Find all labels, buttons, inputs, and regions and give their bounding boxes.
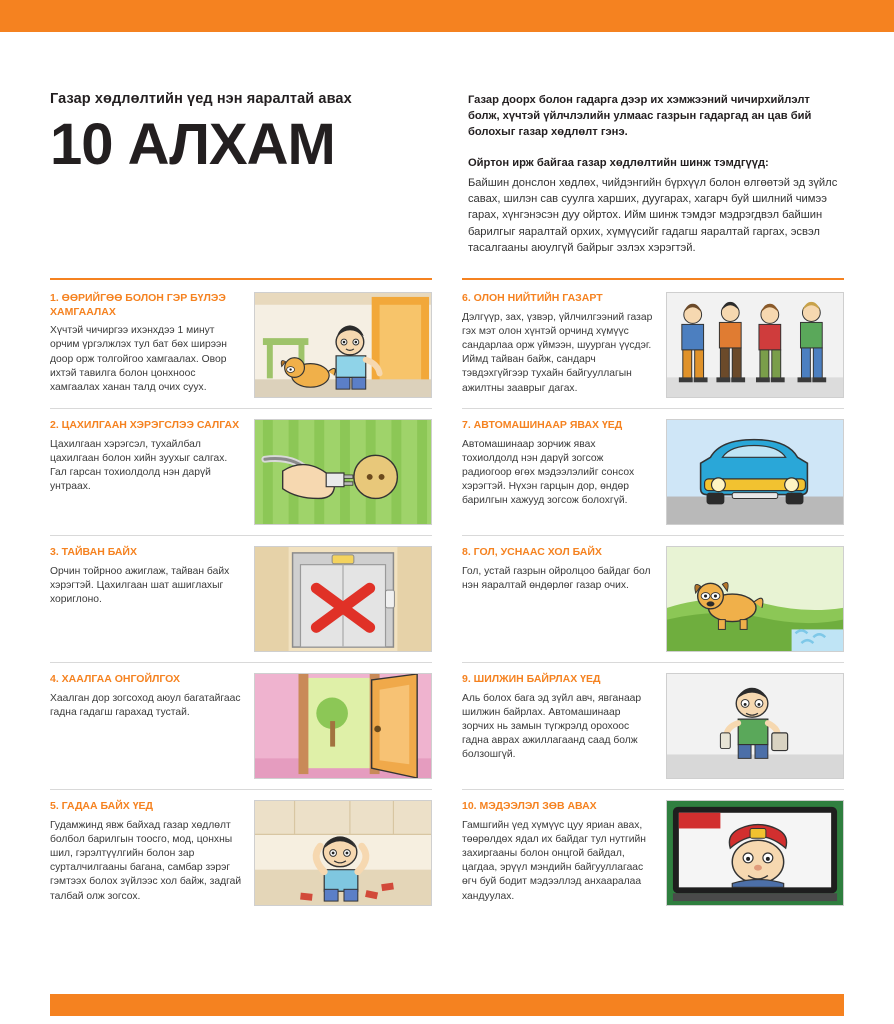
step-body: Цахилгаан хэрэгсэл, тухайлбал цахилгаан болон хийн зуухыг салгах. Гал гарсан тохиолдолд нэн дарүй унтраах. <box>50 438 228 493</box>
step-title: 5. ГАДАА БАЙХ ҮЕД <box>50 800 154 812</box>
step-title: 2. ЦАХИЛГААН ХЭРЭГСЛЭЭ САЛГАХ <box>50 419 240 431</box>
man-walking-with-bag-icon <box>666 673 844 779</box>
step-title: 3. ТАЙВАН БАЙХ <box>50 546 137 558</box>
step-item <box>50 535 432 662</box>
intro-definition: Газар доорх болон гадарга дээр их хэмжээний чичирхийлэлт болж, хүчтэй үйлчлэлийн улмаас газрын гадаргад ан цав бий болохыг газар хөдлөлт гэнэ. <box>467 94 812 139</box>
step-text <box>50 419 242 494</box>
step-text <box>462 800 654 904</box>
step-title: 1. ӨӨРИЙГӨӨ БОЛОН ГЭР БҮЛЭЭ ХАМГААЛАХ <box>50 292 226 318</box>
step-text <box>50 800 242 904</box>
bottom-orange-bar <box>50 994 844 1016</box>
step-title: 6. ОЛОН НИЙТИЙН ГАЗАРТ <box>462 292 603 304</box>
header-title-block <box>50 82 428 177</box>
steps-column-left <box>50 292 432 916</box>
step-item <box>462 789 844 916</box>
header-intro-block <box>468 82 844 256</box>
watermark: NEWS.MN <box>669 918 842 951</box>
firefighter-on-tv-icon <box>666 800 844 906</box>
step-text <box>462 419 654 509</box>
step-body: Аль болох бага эд зүйл авч, явганаар шилжин байрлах. Автомашинаар зорчих нь замын түгжрэлд орохоос гадна аврах ажиллагаанд саад болж болзошгүй. <box>462 692 642 761</box>
hand-unplugging-socket-icon <box>254 419 432 525</box>
step-text <box>50 546 242 607</box>
boy-covering-head-outdoors-icon <box>254 800 432 906</box>
step-item <box>462 662 844 789</box>
page-title: 10 АЛХАМ <box>50 111 335 177</box>
open-door-icon <box>254 673 432 779</box>
step-item <box>50 662 432 789</box>
step-title: 10. МЭДЭЭЛЭЛ ЗӨВ АВАХ <box>462 800 597 812</box>
step-text <box>462 546 654 593</box>
page-kicker: Газар хөдлөлтийн үед нэн яаралтай авах <box>50 91 352 107</box>
crowd-walking-icon <box>666 292 844 398</box>
intro-body: Байшин донслон хөдлөх, чийдэнгийн бүрхүүл болон өлгөөтэй эд зүйлс савах, шилэн сав суулга харших, дуугарах, хагарч буй шилний чимээ гарах, хүнгэнэсэн дуу ойртох. Ийм шинж тэмдэг мэдрэгдвэл байшин барилгыг яаралтай орхих, хүмүүсийг гадагш яаралтай гаргах, эсвэл тасалгааны аюулгүй байрыг эзлэх хэрэгтэй. <box>467 176 838 254</box>
step-item <box>50 789 432 916</box>
step-body: Хүчтэй чичиргээ ихэнхдээ 1 минут орчим үргэлжлэх тул бат бөх ширээн доор орж толгойгоо хамгаалах. Овор ихтэй тавилга болон цонхноос хамгаалах ханан талд очих суух. <box>50 325 227 394</box>
intro-subheading: Ойртон ирж байгаа газар хөдлөлтийн шинж тэмдгүүд: <box>467 156 769 169</box>
step-item <box>50 292 432 408</box>
step-text <box>462 673 654 763</box>
dog-near-water-icon <box>666 546 844 652</box>
car-front-icon <box>666 419 844 525</box>
step-title: 8. ГОЛ, УСНААС ХОЛ БАЙХ <box>462 546 602 558</box>
step-item <box>462 408 844 535</box>
step-text <box>462 292 654 396</box>
steps-column-right <box>462 292 844 916</box>
step-item <box>462 292 844 408</box>
page-header <box>50 82 844 256</box>
step-body: Гол, устай газрын ойролцоо байдаг бол нэн яаралтай өндөрлөг газар очих. <box>462 565 651 591</box>
elevator-forbidden-icon <box>254 546 432 652</box>
boy-under-table-with-dog-icon <box>254 292 432 398</box>
steps-columns <box>50 292 844 916</box>
section-divider <box>50 278 844 280</box>
step-text <box>50 673 242 720</box>
step-body: Дэлгүүр, зах, үзвэр, үйлчилгээний газар гэх мэт олон хүнтэй орчинд хүмүүс сандарлаа орж үймээн, шуурган үүсдэг. Иймд тайван байж, сандарч тэвдэхгүйгээр тухайн байгууллагын ажилтны зааврыг дагах. <box>462 311 653 394</box>
step-body: Гамшгийн үед хүмүүс цуу яриан авах, төөрөлдөх ядал их байдаг тул нутгийн захиргааны болон онцгой байдал, цагдаа, эрүүл мэндийн байгууллагаас өгч буй бодит мэдээллэд анхааралаа хандуулах. <box>462 819 646 902</box>
top-orange-bar <box>0 0 894 32</box>
step-body: Орчин тойрноо ажиглаж, тайван байх хэрэгтэй. Цахилгаан шат ашиглахыг хориглоно. <box>50 565 230 606</box>
step-item <box>462 535 844 662</box>
step-text <box>50 292 242 395</box>
step-title: 7. АВТОМАШИНААР ЯВАХ ҮЕД <box>462 419 623 431</box>
divider-right <box>462 278 844 280</box>
step-body: Хаалган дор зогсоход аюул багатайгаас гадна гадагш гарахад тустай. <box>50 692 241 718</box>
step-body: Автомашинаар зорчиж явах тохиолдолд нэн дарүй зогсож радиогоор өгөх мэдээлэлийг сонсох хэрэгтэй. Нүхэн гарцын дор, өндөр барилгын хажууд зогсож болохгүй. <box>462 438 635 507</box>
step-body: Гудамжинд явж байхад газар хөдлөлт болбол барилгын тоосго, мод, цонхны шил, гэрэлтүүлгийн болон зар сурталчилгааны багана, самбар зэрэг гэмтээх болох зүйлээс хол байж, задгай талбай олж зогсох. <box>50 819 242 902</box>
divider-left <box>50 278 432 280</box>
step-title: 4. ХААЛГАА ОНГОЙЛГОХ <box>50 673 180 685</box>
step-item <box>50 408 432 535</box>
step-title: 9. ШИЛЖИН БАЙРЛАХ ҮЕД <box>462 673 601 685</box>
